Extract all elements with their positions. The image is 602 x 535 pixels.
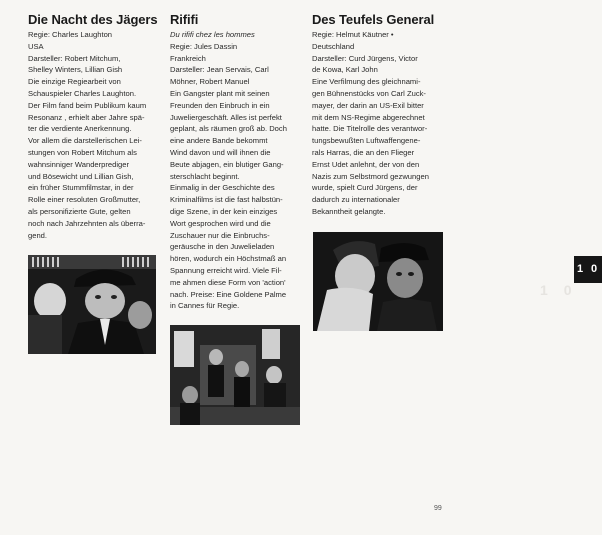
body-line: Wort gesprochen wird und die <box>170 218 271 228</box>
original-title: Du rififi chez les hommes <box>170 30 255 39</box>
body-line: me ahmen diese Form von 'action' <box>170 277 286 287</box>
still-photo-des-teufels-general <box>313 232 443 331</box>
body-line: rals Harras, die an den Flieger <box>312 147 415 157</box>
body-line: Rolle einer resoluten Großmutter, <box>28 195 141 205</box>
body-line: Nazis zum Selbstmord gezwungen <box>312 171 429 181</box>
body-line: de Kowa, Karl John <box>312 65 378 75</box>
body-line: dadurch zu internationaler <box>312 195 400 205</box>
body-line: Juweliergeschäft. Alles ist perfekt <box>170 112 282 122</box>
body-line: gend. <box>28 230 48 240</box>
body-line: Eine Verfilmung des gleichnami- <box>312 77 421 87</box>
body-line: als personifizierte Gute, gelten <box>28 206 131 216</box>
chapter-tab-ghost: 1 0 <box>540 282 572 298</box>
film-title: Rififi <box>170 12 199 27</box>
body-line: Freunden den Einbruch in ein <box>170 100 270 110</box>
body-line: Kriminalfilms ist die fast halbstün- <box>170 195 283 205</box>
body-line: Darsteller: Jean Servais, Carl <box>170 65 269 75</box>
body-line: dige Szene, in der kein einziges <box>170 206 278 216</box>
body-line: tungsbewußten Luftwaffengene- <box>312 136 421 146</box>
body-line: wurde, spielt Curd Jürgens, der <box>312 183 418 193</box>
body-line: Resonanz , erhielt aber Jahre spä- <box>28 112 145 122</box>
body-line: stungen von Robert Mitchum als <box>28 147 137 157</box>
body-line: wahnsinniger Wanderprediger <box>28 159 130 169</box>
body-line: gen Bühnenstücks von Carl Zuck- <box>312 88 426 98</box>
chapter-tab-digit: 1 <box>577 263 584 275</box>
body-line: Darsteller: Curd Jürgens, Victor <box>312 53 418 63</box>
body-line: und Bösewicht und Lillian Gish, <box>28 171 134 181</box>
body-line: Die einzige Regiearbeit von <box>28 77 121 87</box>
body-line: Beute abjagen, ein blutiger Gang- <box>170 159 284 169</box>
body-line: noch nach Jahrzehnten als überra- <box>28 218 146 228</box>
body-line: Bekanntheit gelangte. <box>312 206 386 216</box>
body-line: mit dem NS-Regime abgerechnet <box>312 112 425 122</box>
chapter-tab <box>574 256 602 283</box>
body-line: geräusche in den Juwelieladen <box>170 242 275 252</box>
body-line: hatte. Die Titelrolle des verantwor- <box>312 124 428 134</box>
body-line: nach. Preise: Eine Goldene Palme <box>170 289 287 299</box>
chapter-tab-digit: 0 <box>591 263 598 275</box>
body-line: Darsteller: Robert Mitchum, <box>28 53 121 63</box>
body-line: Ein Gangster plant mit seinen <box>170 88 270 98</box>
body-line: Shelley Winters, Lillian Gish <box>28 65 123 75</box>
article-des-teufels-general <box>312 12 447 218</box>
body-line: Zuschauer nur die Einbruchs- <box>170 230 270 240</box>
body-line: Spannung erreicht wird. Viele Fil- <box>170 265 282 275</box>
film-title: Des Teufels General <box>312 12 435 27</box>
body-line: Regie: Jules Dassin <box>170 41 238 51</box>
body-line: in Cannes für Regie. <box>170 301 240 311</box>
body-line: Schauspieler Charles Laughton. <box>28 88 137 98</box>
body-line: Der Film fand beim Publikum kaum <box>28 100 147 110</box>
article-die-nacht-des-jaegers <box>28 12 163 241</box>
body-line: geplant, als räumen groß ab. Doch <box>170 124 287 134</box>
still-photo-nacht-des-jaegers <box>28 255 156 354</box>
body-line: Vor allem die darstellerischen Lei- <box>28 136 142 146</box>
body-line: Regie: Charles Laughton <box>28 30 113 39</box>
body-line: Möhner, Robert Manuel <box>170 77 250 87</box>
body-line: Deutschland <box>312 41 355 51</box>
body-line: sterschlacht beginnt. <box>170 171 240 181</box>
body-line: Wind davon und will ihnen die <box>170 147 271 157</box>
still-photo-rififi <box>170 325 300 425</box>
page-number: 99 <box>434 505 442 512</box>
body-line: Frankreich <box>170 53 206 63</box>
article-rififi <box>170 12 305 312</box>
body-line: eine andere Bande bekommt <box>170 136 268 146</box>
body-line: hören, wodurch ein Höchstmaß an <box>170 254 287 264</box>
body-line: ter die verdiente Anerkennung. <box>28 124 132 134</box>
film-title: Die Nacht des Jägers <box>28 12 158 27</box>
body-line: mayer, der darin an US-Exil bitter <box>312 100 424 110</box>
body-line: Ernst Udet anlehnt, der von den <box>312 159 420 169</box>
body-line: USA <box>28 41 44 51</box>
body-line: Einmalig in der Geschichte des <box>170 183 275 193</box>
body-line: ein früher Stummfilmstar, in der <box>28 183 134 193</box>
body-line: Regie: Helmut Käutner • <box>312 30 394 39</box>
